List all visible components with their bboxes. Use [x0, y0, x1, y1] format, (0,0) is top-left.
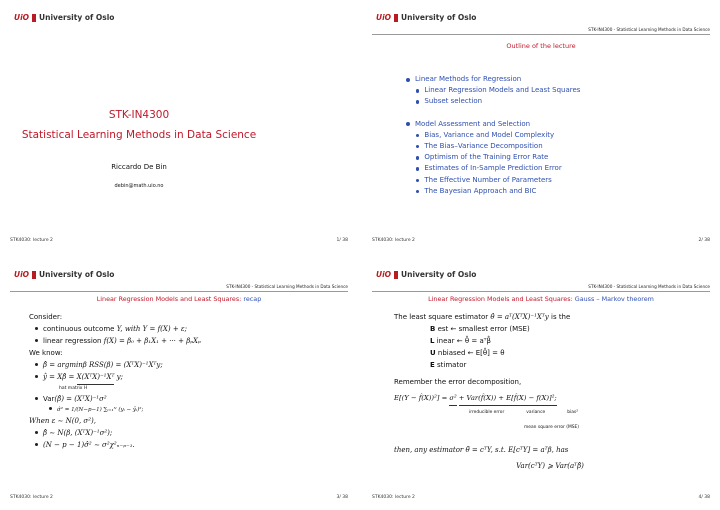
slide-header: STK-IN4300 - Statistical Learning Methods in Data Science	[588, 27, 710, 32]
bullet-icon	[416, 134, 419, 137]
slide-header: STK-IN4300 - Statistical Learning Methods in Data Science	[226, 284, 348, 289]
uio-logo: UiO University of Oslo	[14, 13, 115, 22]
mse-label: mean square error (MSE)	[524, 425, 580, 430]
list-item: ŷ = Xβ̂ = X(XᵀX)⁻¹Xᵀ y;	[29, 371, 344, 385]
toc-section[interactable]: Linear Methods for Regression	[406, 74, 580, 85]
uio-mark-icon	[32, 14, 36, 22]
uio-logo: UiO University of Oslo	[376, 13, 477, 22]
course-title: Statistical Learning Methods in Data Science	[21, 129, 257, 141]
uio-mark-icon	[394, 271, 398, 279]
uio-mark-icon	[32, 271, 36, 279]
list-item: continuous outcome Y, with Y = f(X) + ε;	[29, 323, 344, 335]
bullet-icon	[35, 443, 38, 446]
page-number: 4/ 38	[698, 495, 710, 500]
gauss-markov-inequality: Var(cᵀY) ⩾ Var(aᵀβ̂)	[516, 462, 584, 470]
toc-item[interactable]: Estimates of In-Sample Prediction Error	[406, 163, 580, 174]
outline-list	[406, 74, 580, 197]
list-subitem: σ̂² = 1/(N−p−1) ∑ᵢ₌₁ᴺ (yᵢ − ŷᵢ)²;	[29, 405, 344, 415]
outline-title: Outline of the lecture	[506, 42, 576, 50]
acronym-line: L inear ← θ̂ = aᵀβ̂	[430, 337, 491, 345]
bullet-icon	[35, 431, 38, 434]
bullet-icon	[406, 78, 410, 82]
bullet-icon	[416, 179, 419, 182]
list-item: linear regression f(X) = β₀ + β₁X₁ + ··· + βₚXₚ	[29, 335, 344, 347]
decomposition-labels: irreducible error variance bias²	[469, 410, 578, 415]
page-number: 1/ 38	[336, 238, 348, 243]
underbrace: X(XᵀX)⁻¹Xᵀ	[77, 371, 115, 385]
acronym-line: B est ← smallest error (MSE)	[430, 325, 530, 333]
page-number: 3/ 38	[336, 495, 348, 500]
hat-matrix-label: hat matrix H	[59, 386, 88, 391]
frame-title: Linear Regression Models and Least Squares: recap	[96, 295, 262, 303]
bullet-icon	[35, 363, 38, 366]
header-divider	[372, 291, 710, 292]
slide-1-title	[4, 5, 354, 250]
author-name: Riccardo De Bin	[111, 163, 167, 171]
bullet-icon	[416, 156, 419, 159]
acronym-line: U nbiased ← E[θ̂] = θ	[430, 349, 505, 357]
slide-footer: STK4030: lecture 2 2/ 38	[372, 238, 710, 243]
slide-4-gauss-markov	[366, 262, 716, 507]
page-number: 2/ 38	[698, 238, 710, 243]
course-code: STK-IN4300	[108, 109, 170, 121]
toc-item[interactable]: The Effective Number of Parameters	[406, 175, 580, 186]
bullet-icon	[416, 145, 419, 148]
slide-footer: STK4030: lecture 2 4/ 38	[372, 495, 710, 500]
bullet-icon	[35, 339, 38, 342]
frame-title: Linear Regression Models and Least Squares: Gauss – Markov theorem	[428, 295, 654, 303]
toc-section[interactable]: Model Assessment and Selection	[406, 119, 580, 130]
header-divider	[10, 291, 348, 292]
bullet-icon	[35, 327, 38, 330]
toc-item[interactable]: Bias, Variance and Model Complexity	[406, 130, 580, 141]
bullet-icon	[416, 100, 419, 103]
slide-body: Consider: continuous outcome Y, with Y = f(X) + ε; linear regression f(X) = β₀ + β₁X₁ + ··· + βₚXₚ We know: β̂ = argminβ RSS(β) = (XᵀX)⁻¹Xᵀy; ŷ = Xβ̂ = X(XᵀX)⁻¹Xᵀ y; hat matrix H Var(β̂) = (XᵀX)⁻¹σ² σ̂² = 1/(N−p−1) ∑ᵢ₌₁ᴺ (yᵢ − ŷᵢ)²; When ε ∼ N(0, σ²), β̂ ∼ N(β, (XᵀX)⁻¹σ²); (N − p − 1)σ̂² ∼ σ²χ²ₙ₋ₚ₋₁.	[29, 311, 344, 451]
list-item: β̂ = argminβ RSS(β) = (XᵀX)⁻¹Xᵀy;	[29, 359, 344, 371]
uio-logo: UiO University of Oslo	[14, 270, 115, 279]
bullet-icon	[416, 89, 419, 92]
underbrace: + Var(f̂(X)) + E[f̂(X) − f(X)]²;	[459, 392, 557, 406]
author-email: debin@math.uio.no	[114, 183, 164, 189]
uio-mark-icon	[394, 14, 398, 22]
header-divider	[372, 34, 710, 35]
bullet-icon	[35, 397, 38, 400]
bullet-icon	[35, 375, 38, 378]
slide-2-outline	[366, 5, 716, 250]
error-decomposition: E[(Y − f̂(X))²] = σ² + Var(f̂(X)) + E[f̂(X) − f(X)]²;	[394, 392, 706, 406]
slide-3-recap	[4, 262, 354, 507]
slide-header: STK-IN4300 - Statistical Learning Methods in Data Science	[588, 284, 710, 289]
bullet-icon	[416, 167, 419, 170]
bullet-icon	[416, 190, 419, 193]
bullet-icon	[406, 122, 410, 126]
toc-item[interactable]: Subset selection	[406, 96, 580, 107]
slide-body: The least square estimator θ̂ = aᵀ(XᵀX)⁻¹Xᵀy is the B est ← smallest error (MSE) L inear ← θ̂ = aᵀβ̂ U nbiased ← E[θ̂] = θ E stimator Remember the error decomposition, E[(Y − f̂(X))²] = σ² + Var(f̂(X)) + E[f̂(X) − f(X)]²; irreducible error variance bias² mean square error (MSE) then, any estimator θ̃ = cᵀY, s.t. E[cᵀY] = aᵀβ, has Var(cᵀY) ⩾ Var(aᵀβ̂)	[394, 311, 706, 472]
list-item: Var(β̂) = (XᵀX)⁻¹σ²	[29, 393, 344, 405]
toc-item[interactable]: The Bias–Variance Decomposition	[406, 141, 580, 152]
toc-item[interactable]: The Bayesian Approach and BIC	[406, 186, 580, 197]
bullet-icon	[49, 407, 52, 410]
toc-item[interactable]: Optimism of the Training Error Rate	[406, 152, 580, 163]
slide-footer: STK4030: lecture 2 1/ 38	[10, 238, 348, 243]
underbrace: σ²	[449, 392, 456, 406]
toc-item[interactable]: Linear Regression Models and Least Squares	[406, 85, 580, 96]
slide-footer: STK4030: lecture 2 3/ 38	[10, 495, 348, 500]
uio-logo: UiO University of Oslo	[376, 270, 477, 279]
acronym-line: E stimator	[430, 361, 467, 369]
list-item: (N − p − 1)σ̂² ∼ σ²χ²ₙ₋ₚ₋₁.	[29, 439, 344, 451]
list-item: β̂ ∼ N(β, (XᵀX)⁻¹σ²);	[29, 427, 344, 439]
